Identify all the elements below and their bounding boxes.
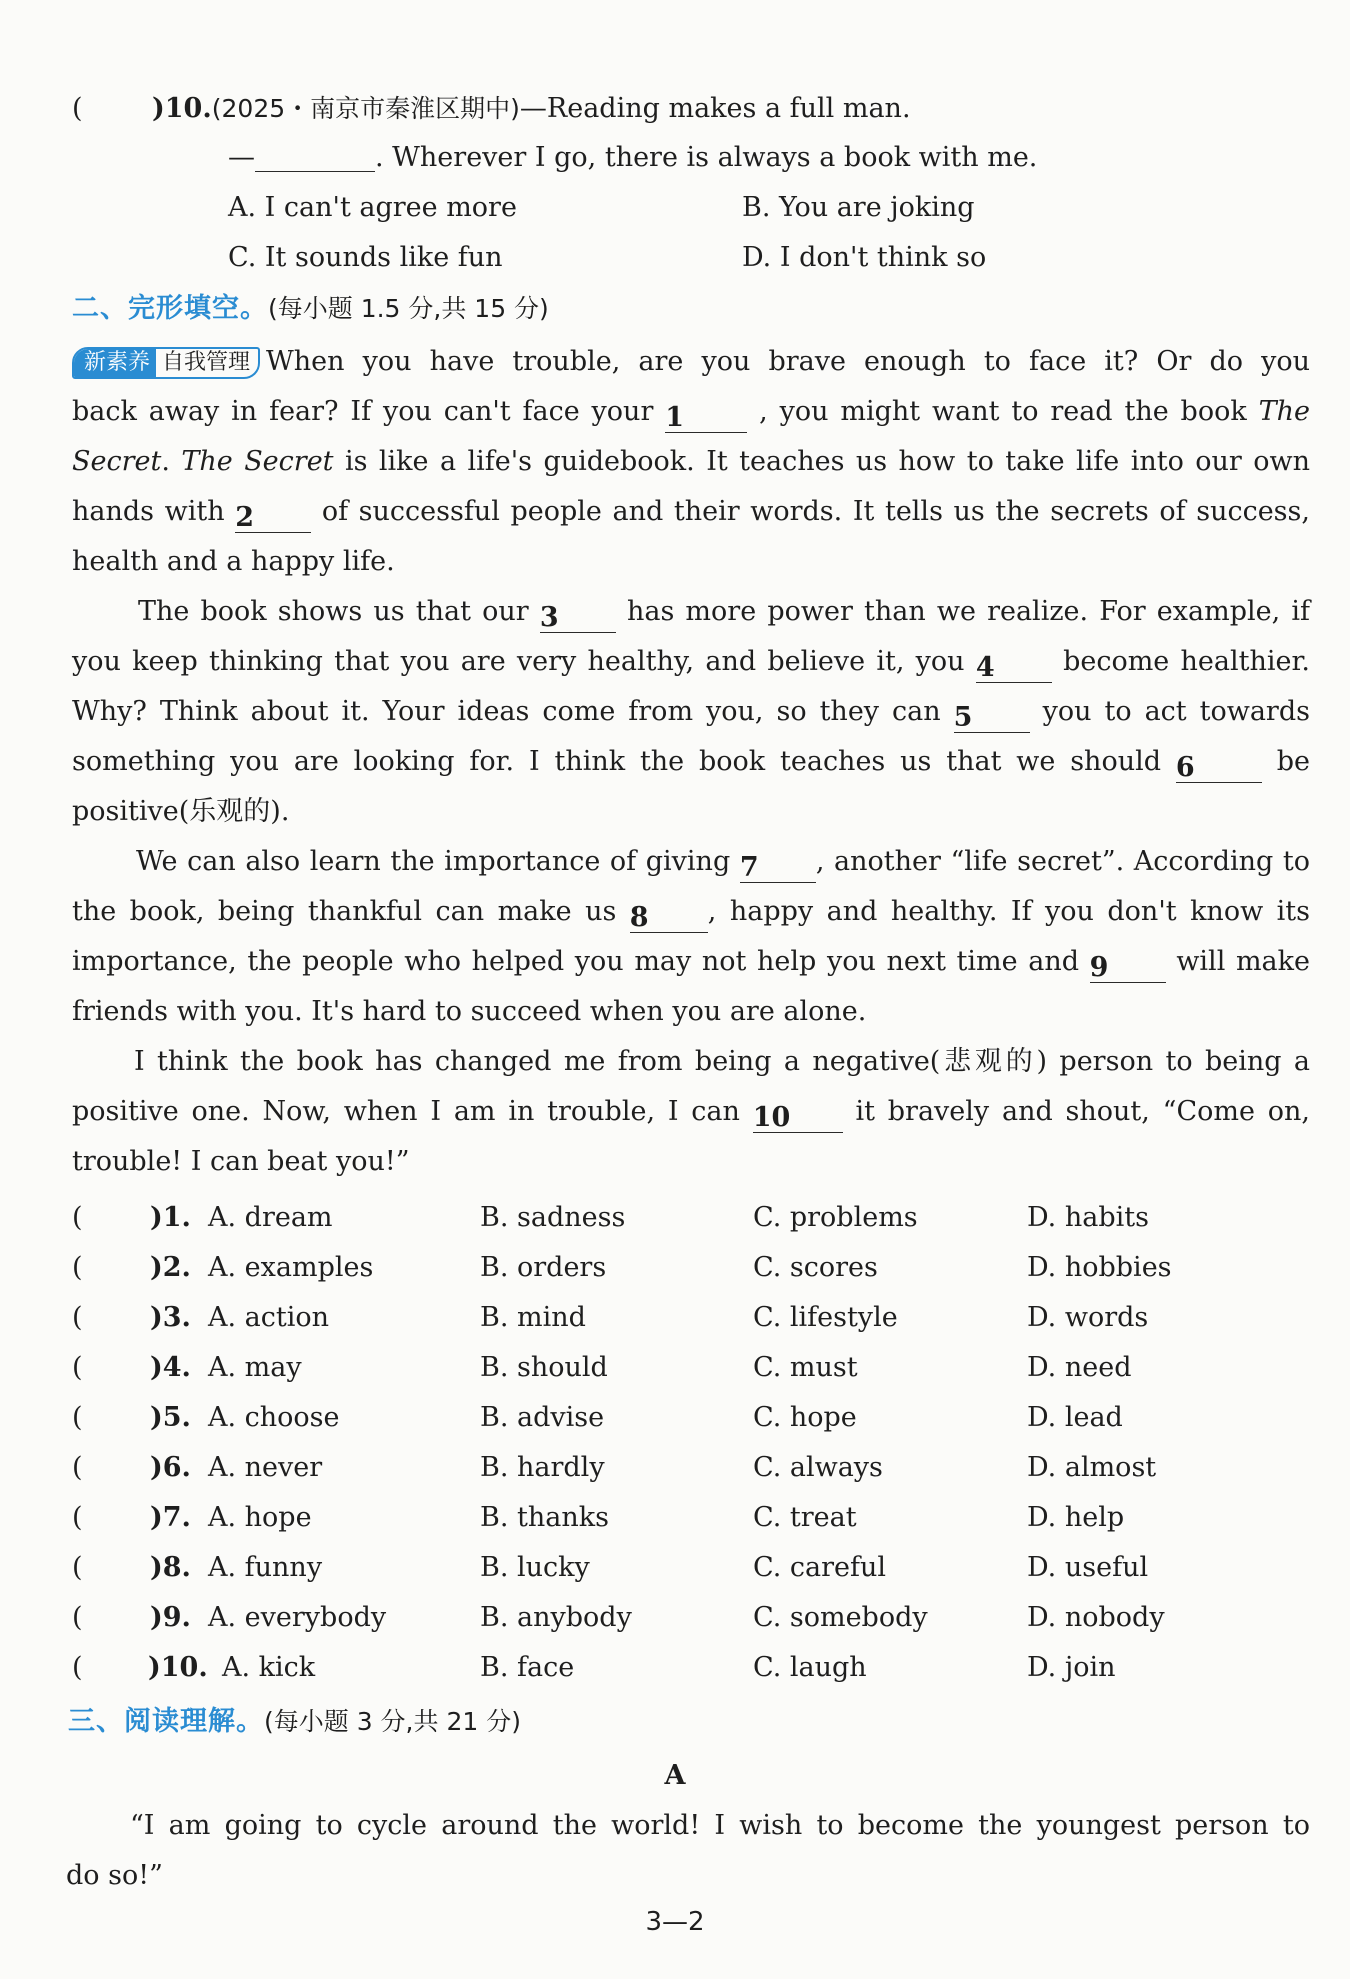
passage-line-6: The book shows us that our 3 has more power than we realize. For example, if — [138, 596, 1310, 633]
passage-line-9: something you are looking for. I think the book teaches us that we should 6 be — [72, 746, 1310, 783]
question-10-stem: ( )10.(2025・南京市秦淮区期中)—Reading makes a full man. — [72, 93, 911, 124]
section-2-note: (每小题 1.5 分,共 15 分) — [268, 294, 549, 323]
passage-line-11: We can also learn the importance of giving 7 , another “life secret”. According to — [136, 846, 1310, 883]
choice-a[interactable]: A. dream — [208, 1202, 333, 1233]
section-2-heading — [72, 289, 1310, 329]
choice-c[interactable]: C. scores — [753, 1252, 878, 1283]
passage-line-12: the book, being thankful can make us 8 , happy and healthy. If you don't know its — [72, 896, 1310, 933]
passage-line-17: trouble! I can beat you!” — [72, 1146, 410, 1177]
passage-line-3: Secret. The Secret is like a life's guidebook. It teaches us how to take life into our own — [72, 446, 1311, 477]
option-d[interactable]: D. I don't think so — [742, 242, 987, 273]
choice-number: )4. — [150, 1352, 191, 1383]
option-c[interactable]: C. It sounds like fun — [228, 242, 503, 273]
choice-d[interactable]: D. hobbies — [1027, 1252, 1172, 1283]
paren: ( — [72, 1202, 83, 1233]
paren: ( — [72, 1502, 83, 1533]
choice-a[interactable]: A. never — [208, 1452, 323, 1483]
choice-b[interactable]: B. hardly — [480, 1452, 605, 1483]
answer-blank[interactable] — [255, 141, 375, 172]
choice-d[interactable]: D. need — [1027, 1352, 1132, 1383]
choice-a[interactable]: A. choose — [208, 1402, 340, 1433]
choice-number: )1. — [150, 1202, 191, 1233]
choice-c[interactable]: C. laugh — [753, 1652, 867, 1683]
choice-d[interactable]: D. useful — [1027, 1552, 1149, 1583]
choice-number: )6. — [150, 1452, 191, 1483]
blank-9[interactable]: 9 — [1090, 952, 1166, 983]
choice-number: )3. — [150, 1302, 191, 1333]
option-b[interactable]: B. You are joking — [742, 192, 975, 223]
choice-d[interactable]: D. join — [1027, 1652, 1116, 1683]
blank-2[interactable]: 2 — [235, 502, 311, 533]
choice-c[interactable]: C. problems — [753, 1202, 918, 1233]
blank-6[interactable]: 6 — [1176, 752, 1262, 783]
blank-8[interactable]: 8 — [630, 902, 708, 933]
passage-line-10: positive(乐观的). — [72, 796, 290, 827]
paren: ( — [72, 1402, 83, 1433]
choice-b[interactable]: B. face — [480, 1652, 575, 1683]
reading-line-1: “I am going to cycle around the world! I wish to become the youngest person to — [130, 1810, 1310, 1841]
choice-c[interactable]: C. hope — [753, 1402, 857, 1433]
choice-b[interactable]: B. sadness — [480, 1202, 626, 1233]
choice-c[interactable]: C. careful — [753, 1552, 886, 1583]
section-2-title: 二、完形填空。 — [72, 293, 268, 324]
passage-line-13: importance, the people who helped you may not help you next time and 9 will make — [72, 946, 1310, 983]
choice-c[interactable]: C. must — [753, 1352, 858, 1383]
choice-b[interactable]: B. orders — [480, 1252, 607, 1283]
choice-a[interactable]: A. may — [208, 1352, 302, 1383]
choice-d[interactable]: D. habits — [1027, 1202, 1149, 1233]
paren: ( — [72, 1352, 83, 1383]
choice-b[interactable]: B. lucky — [480, 1552, 590, 1583]
paren: ( — [72, 1452, 83, 1483]
section-3-note: (每小题 3 分,共 21 分) — [264, 1707, 521, 1736]
paren: ( — [72, 1302, 83, 1333]
question-10-response: — . Wherever I go, there is always a book with me. — [228, 142, 1038, 173]
choice-b[interactable]: B. advise — [480, 1402, 605, 1433]
choice-a[interactable]: A. everybody — [208, 1602, 387, 1633]
choice-a[interactable]: A. examples — [208, 1252, 374, 1283]
passage-line-15: I think the book has changed me from being a negative(悲观的) person to being a — [134, 1046, 1310, 1077]
paren: ( — [72, 1602, 83, 1633]
blank-4[interactable]: 4 — [976, 652, 1052, 683]
passage-line-8: Why? Think about it. Your ideas come from you, so they can 5 you to act towards — [72, 696, 1310, 733]
choice-number: )5. — [150, 1402, 191, 1433]
choice-c[interactable]: C. always — [753, 1452, 883, 1483]
blank-10[interactable]: 10 — [753, 1102, 843, 1133]
choice-b[interactable]: B. mind — [480, 1302, 586, 1333]
choice-number: )10. — [148, 1652, 208, 1683]
section-3-title: 三、阅读理解。 — [68, 1706, 264, 1737]
passage-line-16: positive one. Now, when I am in trouble, I can 10 it bravely and shout, “Come on, — [72, 1096, 1310, 1133]
passage-line-14: friends with you. It's hard to succeed when you are alone. — [72, 996, 867, 1027]
choice-b[interactable]: B. should — [480, 1352, 608, 1383]
paren: ( — [72, 1652, 83, 1683]
choice-d[interactable]: D. help — [1027, 1502, 1125, 1533]
blank-3[interactable]: 3 — [540, 602, 616, 633]
choice-d[interactable]: D. words — [1027, 1302, 1149, 1333]
choice-c[interactable]: C. lifestyle — [753, 1302, 898, 1333]
blank-7[interactable]: 7 — [740, 852, 816, 883]
choice-number: )7. — [150, 1502, 191, 1533]
literacy-tag: 新素养 自我管理 — [72, 347, 260, 379]
choice-c[interactable]: C. treat — [753, 1502, 857, 1533]
passage-line-5: health and a happy life. — [72, 546, 395, 577]
reading-part-label: A — [664, 1760, 686, 1791]
choice-a[interactable]: A. hope — [208, 1502, 312, 1533]
choice-number: )9. — [150, 1602, 191, 1633]
choice-c[interactable]: C. somebody — [753, 1602, 928, 1633]
blank-5[interactable]: 5 — [954, 702, 1030, 733]
choice-d[interactable]: D. nobody — [1027, 1602, 1165, 1633]
choice-b[interactable]: B. anybody — [480, 1602, 632, 1633]
page-number: 3—2 — [645, 1907, 705, 1937]
choice-a[interactable]: A. action — [208, 1302, 330, 1333]
passage-line-4: hands with 2 of successful people and their words. It tells us the secrets of success, — [72, 496, 1310, 533]
passage-line-1: 新素养 自我管理 When you have trouble, are you brave enough to face it? Or do you — [72, 342, 1310, 382]
section-3-heading — [68, 1702, 1306, 1742]
question-source: (2025・南京市秦淮区期中) — [211, 94, 520, 123]
passage-line-7: you keep thinking that you are very healthy, and believe it, you 4 become healthier. — [72, 646, 1310, 683]
choice-d[interactable]: D. lead — [1027, 1402, 1123, 1433]
option-a[interactable]: A. I can't agree more — [228, 192, 517, 223]
paren: ( — [72, 1252, 83, 1283]
choice-b[interactable]: B. thanks — [480, 1502, 609, 1533]
choice-a[interactable]: A. funny — [208, 1552, 323, 1583]
question-10-text: —Reading makes a full man. — [519, 93, 911, 124]
blank-1[interactable]: 1 — [665, 402, 747, 433]
reading-line-2: do so!” — [66, 1860, 163, 1891]
choice-d[interactable]: D. almost — [1027, 1452, 1157, 1483]
choice-number: )2. — [150, 1252, 191, 1283]
passage-line-2: back away in fear? If you can't face your 1 , you might want to read the book The — [72, 396, 1310, 433]
paren: ( — [72, 1552, 83, 1583]
choice-a[interactable]: A. kick — [222, 1652, 316, 1683]
choice-number: )8. — [150, 1552, 191, 1583]
